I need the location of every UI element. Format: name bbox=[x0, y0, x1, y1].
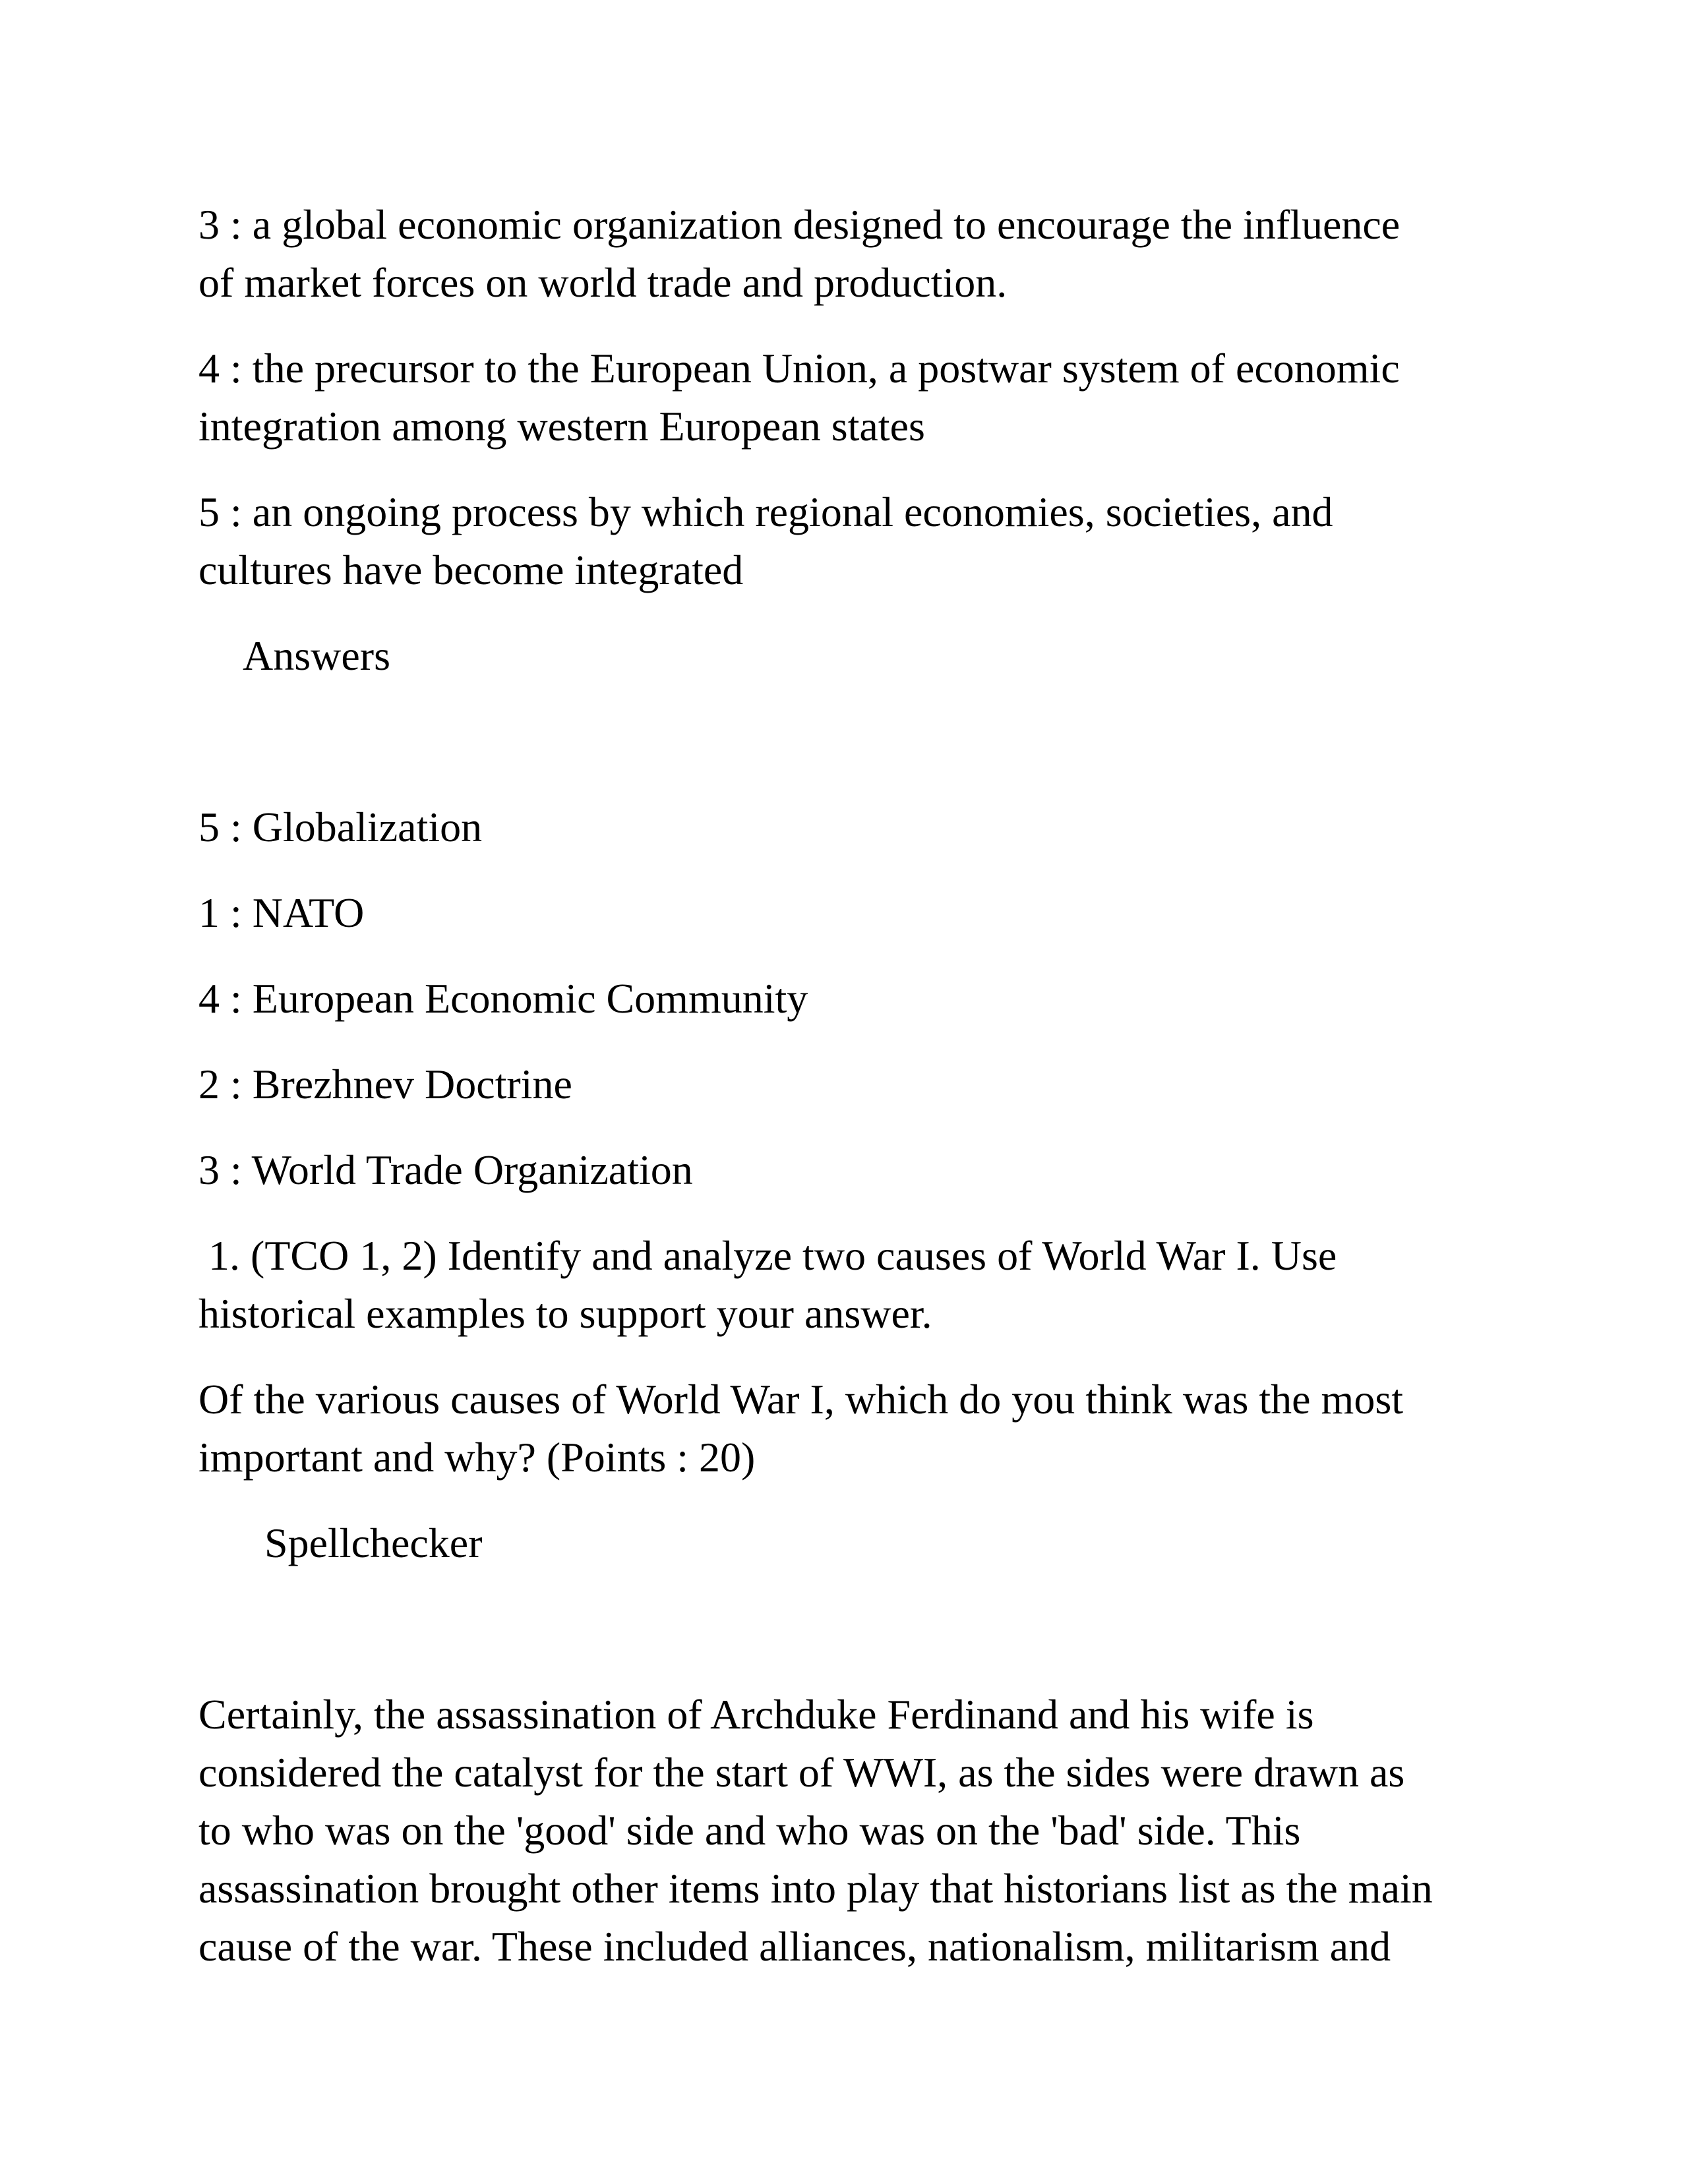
answer-item: 4 : European Economic Community bbox=[198, 975, 808, 1022]
response-line: considered the catalyst for the start of WWI, as the sides were drawn as bbox=[198, 1749, 1405, 1796]
answers-label: Answers bbox=[243, 632, 390, 679]
answer-item: 5 : Globalization bbox=[198, 804, 483, 850]
response-line: Certainly, the assassination of Archduke Ferdinand and his wife is bbox=[198, 1691, 1314, 1738]
definition-4-line-2: integration among western European states bbox=[198, 403, 925, 450]
definition-4-line-1: 4 : the precursor to the European Union, a postwar system of economic bbox=[198, 345, 1400, 392]
response-line: cause of the war. These included alliances, nationalism, militarism and bbox=[198, 1923, 1391, 1970]
definition-3-line-2: of market forces on world trade and production. bbox=[198, 259, 1008, 306]
definition-3-line-1: 3 : a global economic organization designed to encourage the influence bbox=[198, 201, 1401, 248]
definition-5-line-2: cultures have become integrated bbox=[198, 546, 744, 593]
question-line-4: important and why? (Points : 20) bbox=[198, 1434, 756, 1481]
response-line: assassination brought other items into play that historians list as the main bbox=[198, 1865, 1433, 1912]
response-line: to who was on the 'good' side and who was on the 'bad' side. This bbox=[198, 1807, 1301, 1854]
question-line-2: historical examples to support your answer. bbox=[198, 1290, 932, 1337]
answer-item: 3 : World Trade Organization bbox=[198, 1146, 693, 1193]
spellchecker-link[interactable]: Spellchecker bbox=[264, 1520, 483, 1566]
question-line-3: Of the various causes of World War I, which do you think was the most bbox=[198, 1376, 1403, 1423]
definition-5-line-1: 5 : an ongoing process by which regional economies, societies, and bbox=[198, 488, 1333, 535]
question-line-1: 1. (TCO 1, 2) Identify and analyze two causes of World War I. Use bbox=[208, 1232, 1337, 1279]
answer-item: 2 : Brezhnev Doctrine bbox=[198, 1061, 572, 1107]
answer-item: 1 : NATO bbox=[198, 889, 365, 936]
